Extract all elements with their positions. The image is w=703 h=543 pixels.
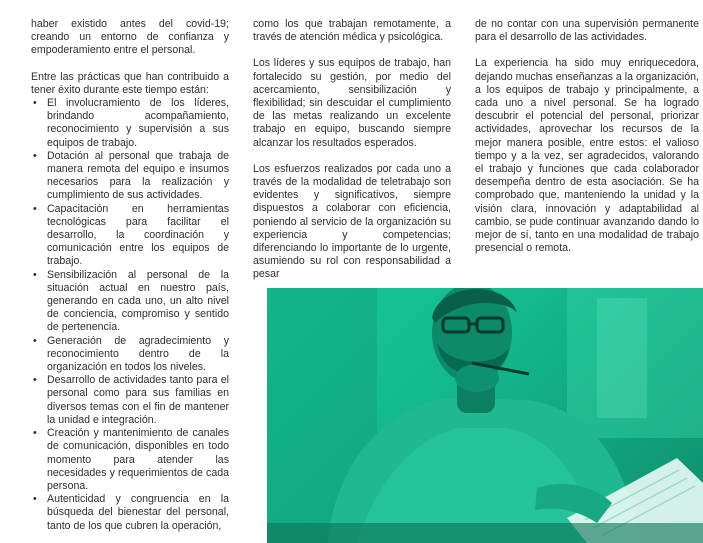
teleworker-illustration <box>267 288 703 543</box>
list-item: • Desarrollo de actividades tanto para el personal como para sus familias en diversos temas con el fin de mantener la unidad e integración. <box>33 374 229 426</box>
bullet-icon: • <box>33 149 37 162</box>
list-item: • Sensibilización al personal de la situación actual en nuestro país, generando en cada uno, un alto nivel de conciencia, compromiso y sentido de pertenencia. <box>33 268 229 334</box>
practices-lead: Entre las prácticas que han contribuido a tener éxito durante este tiempo están: <box>31 70 229 96</box>
paragraph-intro-continued: haber existido antes del covid-19; creando un entorno de confianza y empoderamiento entre el personal. <box>31 18 229 57</box>
teleworker-photo <box>267 288 703 543</box>
column-right <box>475 18 699 255</box>
paragraph-continued: de no contar con una supervisión permanente para el desarrollo de las actividades. <box>475 18 699 44</box>
list-item: • Creación y mantenimiento de canales de comunicación, disponibles en todo momento para atender las necesidades y requerimientos de cada persona. <box>33 427 229 492</box>
bullet-icon: • <box>33 202 37 215</box>
paragraph-efforts: Los esfuerzos realizados por cada uno a través de la modalidad de teletrabajo son evidentes y significativos, siempre dispuestos a colaborar con eficiencia, poniendo al servicio de la organización su experiencia y competencias; diferenciando lo importante de lo urgente, asumiendo su rol con responsabilidad a pesar <box>253 162 451 281</box>
bullet-icon: • <box>33 268 37 281</box>
list-item: • Generación de agradecimiento y reconocimiento dentro de la organización en todos los niveles. <box>33 334 229 374</box>
column-left <box>31 18 229 533</box>
bullet-icon: • <box>33 97 37 110</box>
list-item: • Autenticidad y congruencia en la búsqueda del bienestar del personal, tanto de los que cubren la operación, <box>33 493 229 532</box>
list-item: • Dotación al personal que trabaja de manera remota del equipo e insumos necesarios para la realización y cumplimiento de sus actividades. <box>33 149 229 202</box>
paragraph-experience: La experiencia ha sido muy enriquecedora, dejando muchas enseñanzas a la organización, a los equipos de trabajo y principalmente, a cada uno a nivel personal. Se ha logrado descubrir el potencial del personal, priorizar actividades, aprovechar los recursos de la mejor manera posible, entre estos: el valioso tiempo y a la vez, ser agradecidos, valorando el trabajo y funciones que cada colaborador desempeña dentro de esta asociación. Se ha comprobado que, manteniendo la unidad y la visión clara, innovación y adaptabilidad al cambio, se pude continuar avanzando dando lo mejor de sí, tanto en una modalidad de trabajo presencial o remota. <box>475 57 699 255</box>
column-middle <box>253 18 451 282</box>
practices-list <box>31 97 229 533</box>
bullet-icon: • <box>33 374 37 387</box>
paragraph-continued: como los que trabajan remotamente, a través de atención médica y psicológica. <box>253 18 451 44</box>
bullet-icon: • <box>33 334 37 347</box>
list-item: • Capacitación en herramientas tecnológicas para facilitar el desarrollo, la coordinación y comunicación entre los equipos de trabajo. <box>33 202 229 268</box>
paragraph-leaders: Los líderes y sus equipos de trabajo, han fortalecido su gestión, por medio del acercamiento, sensibilización y flexibilidad; sin descuidar el cumplimiento de las metas realizando un excelente trabajo en equipo, buscando siempre alcanzar los resultados esperados. <box>253 57 451 149</box>
bullet-icon: • <box>33 493 37 506</box>
bullet-icon: • <box>33 427 37 440</box>
list-item: • El involucramiento de los líderes, brindando acompañamiento, reconocimiento y supervisión a sus equipos de trabajo. <box>33 97 229 149</box>
